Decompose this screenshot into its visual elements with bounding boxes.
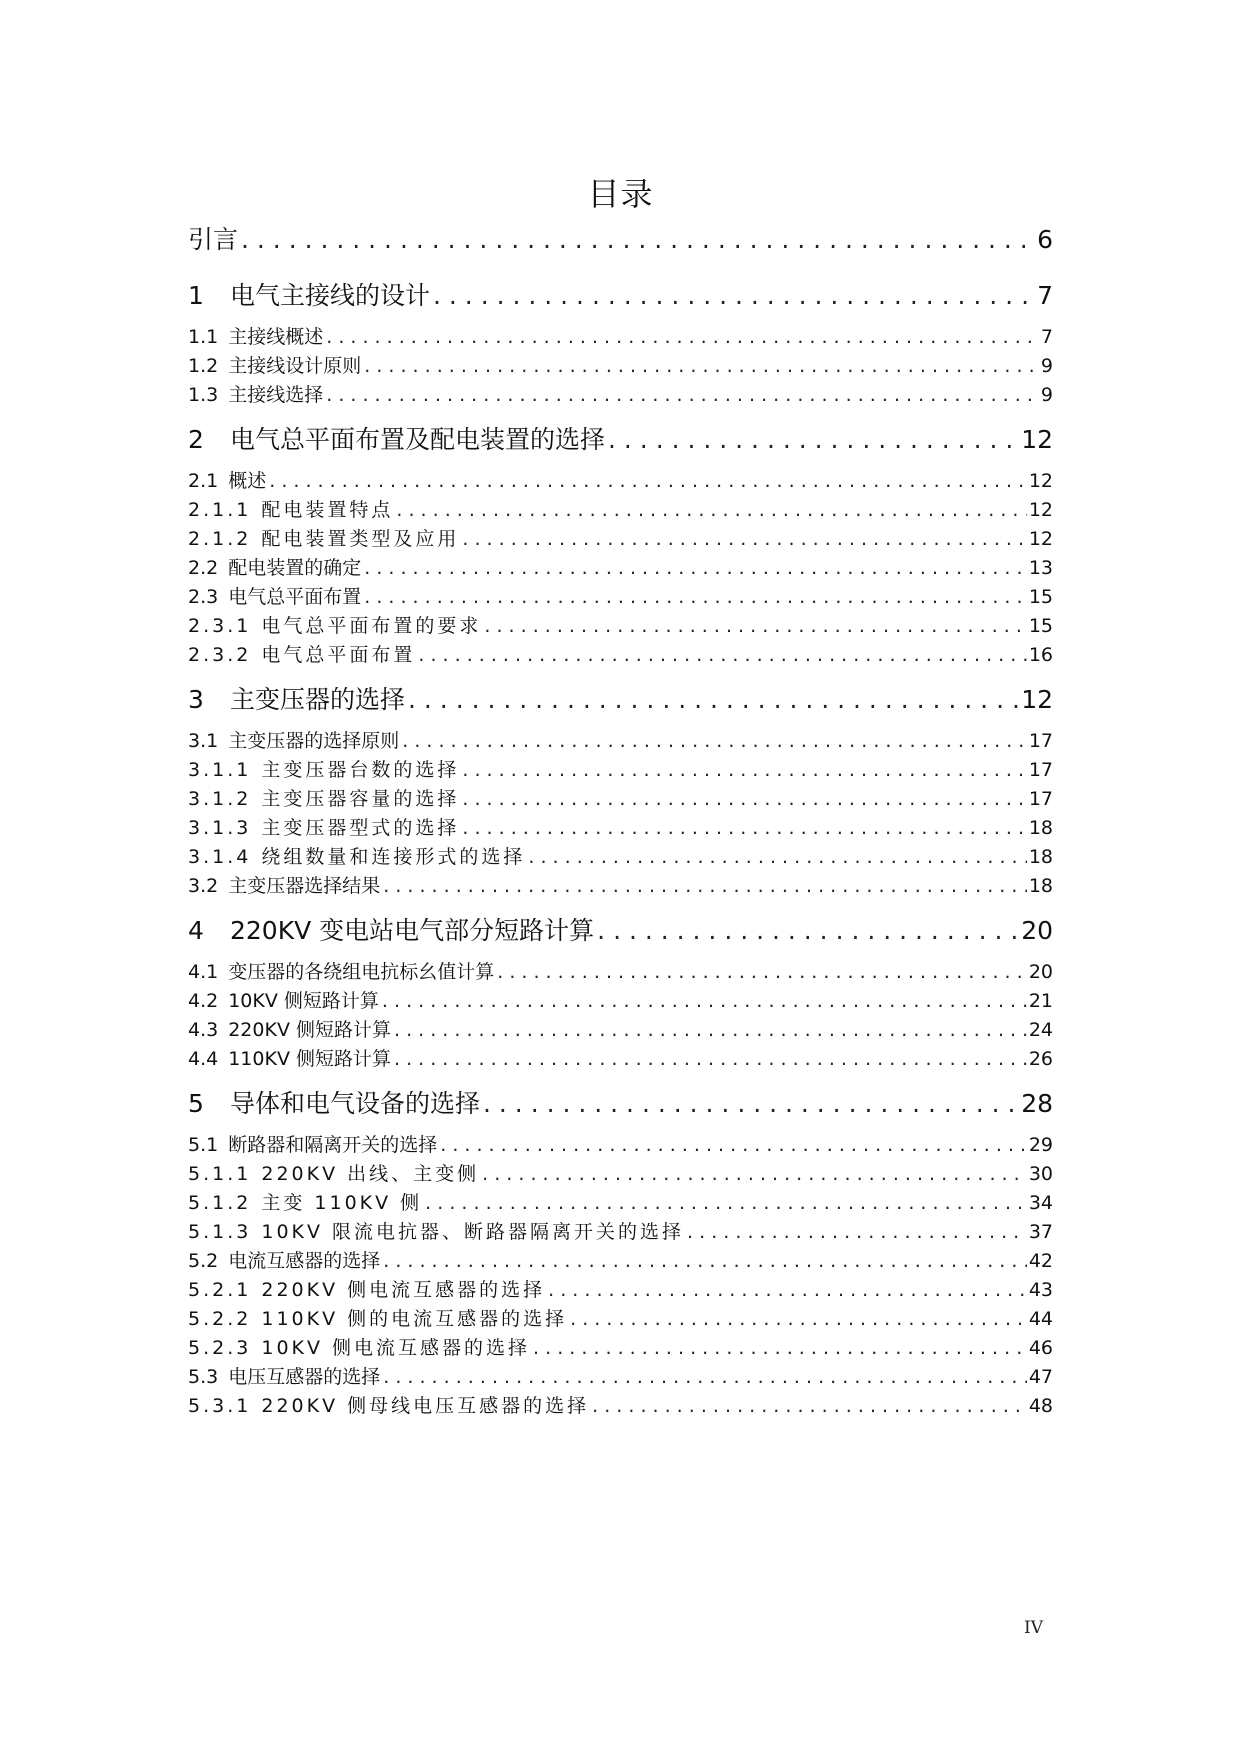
toc-entry[interactable] xyxy=(188,496,1053,524)
toc-entry[interactable] xyxy=(188,727,1053,755)
toc-entry-page: 13 xyxy=(1028,557,1053,579)
toc-entry-number: 5.1 xyxy=(188,1134,219,1156)
toc-entry[interactable] xyxy=(188,872,1053,900)
toc-entry-page: 7 xyxy=(1040,326,1053,348)
toc-entry[interactable] xyxy=(188,583,1053,611)
toc-leader-dots xyxy=(394,1045,1027,1073)
toc-entry-page: 18 xyxy=(1028,817,1053,839)
toc-entry-number: 2.3 xyxy=(188,586,219,608)
toc-leader-dots xyxy=(383,1247,1027,1275)
toc-entry[interactable] xyxy=(188,1189,1053,1217)
toc-entry[interactable] xyxy=(188,554,1053,582)
toc-leader-dots xyxy=(382,987,1027,1015)
toc-entry-label: 110KV 侧的电流互感器的选择 xyxy=(261,1308,568,1330)
toc-entry-page: 30 xyxy=(1028,1163,1053,1185)
toc-entry[interactable] xyxy=(188,987,1053,1015)
toc-entry[interactable] xyxy=(188,1276,1053,1304)
toc-entry-label: 10KV 侧短路计算 xyxy=(228,990,379,1012)
toc-entry-number: 1.2 xyxy=(188,355,219,377)
page-folio: IV xyxy=(1024,1618,1043,1638)
toc-leader-dots xyxy=(396,496,1026,524)
toc-entry-number: 5.2.2 xyxy=(188,1308,252,1330)
toc-leader-dots xyxy=(483,1086,1019,1122)
toc-entry-label: 220KV 变电站电气部分短路计算 xyxy=(230,916,595,945)
toc-entry-page: 6 xyxy=(1037,225,1053,254)
toc-leader-dots xyxy=(548,1276,1027,1304)
toc-leader-dots xyxy=(528,843,1026,871)
toc-entry-label: 主变压器型式的选择 xyxy=(261,817,460,839)
toc-entry[interactable] xyxy=(188,1131,1053,1159)
toc-entry-number: 3 xyxy=(188,685,204,714)
toc-entry-number: 5.1.3 xyxy=(188,1221,252,1243)
table-of-contents xyxy=(188,0,1053,1754)
toc-entry-page: 34 xyxy=(1028,1192,1053,1214)
toc-entry-label: 110KV 侧短路计算 xyxy=(228,1048,391,1070)
toc-entry-page: 7 xyxy=(1037,281,1053,310)
toc-entry-label: 电流互感器的选择 xyxy=(228,1250,381,1272)
toc-entry-page: 37 xyxy=(1028,1221,1053,1243)
toc-entry[interactable] xyxy=(188,612,1053,640)
toc-leader-dots xyxy=(418,641,1026,669)
toc-entry[interactable] xyxy=(188,422,1053,458)
toc-entry[interactable] xyxy=(188,1218,1053,1246)
toc-entry-label: 10KV 侧电流互感器的选择 xyxy=(261,1337,531,1359)
toc-leader-dots xyxy=(687,1218,1027,1246)
toc-entry-label: 220KV 侧短路计算 xyxy=(228,1019,391,1041)
toc-entry-label: 配电装置特点 xyxy=(261,499,394,521)
toc-entry-label: 断路器和隔离开关的选择 xyxy=(228,1134,438,1156)
toc-entry-label: 220KV 侧电流互感器的选择 xyxy=(261,1279,546,1301)
toc-entry[interactable] xyxy=(188,682,1053,718)
toc-entry[interactable] xyxy=(188,381,1053,409)
toc-entry-number: 5.2 xyxy=(188,1250,219,1272)
toc-entry-number: 4.2 xyxy=(188,990,219,1012)
toc-entry-page: 44 xyxy=(1028,1308,1053,1330)
toc-entry-number: 2.1.1 xyxy=(188,499,252,521)
toc-leader-dots xyxy=(326,381,1039,409)
toc-entry-page: 16 xyxy=(1028,644,1053,666)
toc-entry-page: 15 xyxy=(1028,615,1053,637)
toc-entry[interactable] xyxy=(188,323,1053,351)
toc-entry-label: 电气总平面布置的要求 xyxy=(261,615,482,637)
toc-leader-dots xyxy=(462,814,1026,842)
toc-leader-dots xyxy=(484,612,1026,640)
toc-leader-dots xyxy=(383,872,1027,900)
toc-entry-label: 主变 110KV 侧 xyxy=(261,1192,423,1214)
toc-entry[interactable] xyxy=(188,525,1053,553)
toc-entry[interactable] xyxy=(188,352,1053,380)
toc-leader-dots xyxy=(570,1305,1027,1333)
toc-entry-number: 3.1.2 xyxy=(188,788,252,810)
toc-entry-label: 电气总平面布置及配电装置的选择 xyxy=(230,425,606,454)
toc-entry-page: 17 xyxy=(1028,730,1053,752)
toc-entry-page: 12 xyxy=(1028,499,1053,521)
toc-entry-page: 12 xyxy=(1028,470,1053,492)
toc-entry-page: 28 xyxy=(1021,1089,1053,1118)
toc-entry-number: 4 xyxy=(188,916,204,945)
toc-entry-number: 5 xyxy=(188,1089,204,1118)
toc-leader-dots xyxy=(592,1392,1027,1420)
toc-entry[interactable] xyxy=(188,756,1053,784)
toc-entry-label: 电气总平面布置 xyxy=(228,586,362,608)
toc-entry-label: 220KV 侧母线电压互感器的选择 xyxy=(261,1395,590,1417)
page-title: 目录 xyxy=(587,175,654,213)
toc-entry-label: 主接线概述 xyxy=(228,326,324,348)
toc-entry-label: 10KV 限流电抗器、断路器隔离开关的选择 xyxy=(261,1221,685,1243)
toc-leader-dots xyxy=(269,467,1027,495)
toc-entry[interactable] xyxy=(188,1247,1053,1275)
toc-entry-label: 主变压器台数的选择 xyxy=(261,759,460,781)
toc-leader-dots xyxy=(433,278,1035,314)
toc-entry-page: 47 xyxy=(1028,1366,1053,1388)
toc-entry-number: 3.1 xyxy=(188,730,219,752)
toc-entry-label: 主接线选择 xyxy=(228,384,324,406)
toc-entry[interactable] xyxy=(188,222,1053,258)
toc-leader-dots xyxy=(394,1016,1027,1044)
toc-entry-label: 变压器的各绕组电抗标幺值计算 xyxy=(228,961,495,983)
toc-leader-dots xyxy=(608,422,1019,458)
toc-entry-label: 主变压器容量的选择 xyxy=(261,788,460,810)
toc-entry[interactable] xyxy=(188,1363,1053,1391)
toc-entry[interactable] xyxy=(188,1334,1053,1362)
toc-leader-dots xyxy=(533,1334,1027,1362)
toc-entry-number: 5.2.3 xyxy=(188,1337,252,1359)
toc-entry-page: 18 xyxy=(1028,846,1053,868)
toc-leader-dots xyxy=(408,682,1019,718)
toc-entry-label: 绕组数量和连接形式的选择 xyxy=(261,846,526,868)
toc-entry-page: 43 xyxy=(1028,1279,1053,1301)
toc-leader-dots xyxy=(364,554,1027,582)
toc-entry[interactable] xyxy=(188,843,1053,871)
toc-entry-label: 概述 xyxy=(228,470,267,492)
toc-entry-label: 主变压器的选择原则 xyxy=(228,730,400,752)
toc-entry-number: 5.3.1 xyxy=(188,1395,252,1417)
toc-entry-number: 3.1.1 xyxy=(188,759,252,781)
toc-entry[interactable] xyxy=(188,1086,1053,1122)
toc-entry-page: 17 xyxy=(1028,759,1053,781)
toc-leader-dots xyxy=(241,222,1035,258)
toc-leader-dots xyxy=(462,756,1026,784)
toc-entry-page: 20 xyxy=(1021,916,1053,945)
toc-entry-number: 5.1.2 xyxy=(188,1192,252,1214)
toc-entry[interactable] xyxy=(188,958,1053,986)
toc-entry-label: 电气总平面布置 xyxy=(261,644,416,666)
toc-entry-number: 5.2.1 xyxy=(188,1279,252,1301)
toc-entry-number: 2 xyxy=(188,425,204,454)
toc-leader-dots xyxy=(482,1160,1027,1188)
toc-entry-number: 2.3.1 xyxy=(188,615,252,637)
toc-entry-label: 主变压器选择结果 xyxy=(228,875,381,897)
toc-entry-number: 3.1.3 xyxy=(188,817,252,839)
toc-entry-page: 9 xyxy=(1040,384,1053,406)
toc-entry-page: 12 xyxy=(1021,425,1053,454)
toc-entry-page: 24 xyxy=(1028,1019,1053,1041)
toc-entry[interactable] xyxy=(188,1392,1053,1420)
toc-entry-number: 2.1.2 xyxy=(188,528,252,550)
toc-entry-number: 3.2 xyxy=(188,875,219,897)
toc-entry-number: 4.3 xyxy=(188,1019,219,1041)
toc-entry-page: 12 xyxy=(1021,685,1053,714)
toc-leader-dots xyxy=(462,785,1026,813)
toc-entry-label: 主变压器的选择 xyxy=(230,685,406,714)
toc-leader-dots xyxy=(326,323,1039,351)
toc-leader-dots xyxy=(402,727,1027,755)
toc-entry-number: 2.3.2 xyxy=(188,644,252,666)
toc-leader-dots xyxy=(364,583,1027,611)
toc-entry[interactable] xyxy=(188,1160,1053,1188)
toc-entry[interactable] xyxy=(188,467,1053,495)
toc-entry-page: 46 xyxy=(1028,1337,1053,1359)
toc-leader-dots xyxy=(440,1131,1027,1159)
toc-entry[interactable] xyxy=(188,814,1053,842)
toc-leader-dots xyxy=(364,352,1039,380)
toc-entry-label: 引言 xyxy=(188,225,239,254)
toc-entry-number: 4.4 xyxy=(188,1048,219,1070)
toc-entry[interactable] xyxy=(188,1016,1053,1044)
toc-leader-dots xyxy=(383,1363,1027,1391)
toc-entry-number: 5.3 xyxy=(188,1366,219,1388)
toc-entry-number: 1.3 xyxy=(188,384,219,406)
toc-entry-number: 1.1 xyxy=(188,326,219,348)
toc-entry[interactable] xyxy=(188,913,1053,949)
toc-entry-page: 48 xyxy=(1028,1395,1053,1417)
toc-entry-label: 配电装置的确定 xyxy=(228,557,362,579)
toc-entry-number: 2.2 xyxy=(188,557,219,579)
toc-entry-page: 12 xyxy=(1028,528,1053,550)
toc-entry-number: 1 xyxy=(188,281,204,310)
toc-leader-dots xyxy=(597,913,1019,949)
toc-entry-label: 导体和电气设备的选择 xyxy=(230,1089,481,1118)
toc-entry[interactable] xyxy=(188,1045,1053,1073)
toc-entry-number: 4.1 xyxy=(188,961,219,983)
toc-entry-page: 9 xyxy=(1040,355,1053,377)
toc-entry-label: 电压互感器的选择 xyxy=(228,1366,381,1388)
toc-entry[interactable] xyxy=(188,785,1053,813)
toc-entry-page: 21 xyxy=(1028,990,1053,1012)
toc-entry-label: 电气主接线的设计 xyxy=(230,281,431,310)
toc-entry-page: 15 xyxy=(1028,586,1053,608)
toc-entry-page: 20 xyxy=(1028,961,1053,983)
toc-entry-page: 26 xyxy=(1028,1048,1053,1070)
toc-entry-page: 29 xyxy=(1028,1134,1053,1156)
toc-entry[interactable] xyxy=(188,278,1053,314)
toc-entry-label: 220KV 出线、主变侧 xyxy=(261,1163,480,1185)
toc-entry-number: 3.1.4 xyxy=(188,846,252,868)
toc-entry-label: 配电装置类型及应用 xyxy=(261,528,460,550)
toc-entry[interactable] xyxy=(188,1305,1053,1333)
toc-leader-dots xyxy=(462,525,1026,553)
toc-entry-number: 2.1 xyxy=(188,470,219,492)
toc-entry-number: 5.1.1 xyxy=(188,1163,252,1185)
toc-entry-page: 17 xyxy=(1028,788,1053,810)
toc-entry-label: 主接线设计原则 xyxy=(228,355,362,377)
toc-leader-dots xyxy=(425,1189,1027,1217)
toc-entry-page: 42 xyxy=(1028,1250,1053,1272)
toc-entry[interactable] xyxy=(188,641,1053,669)
toc-entry-page: 18 xyxy=(1028,875,1053,897)
toc-leader-dots xyxy=(497,958,1027,986)
